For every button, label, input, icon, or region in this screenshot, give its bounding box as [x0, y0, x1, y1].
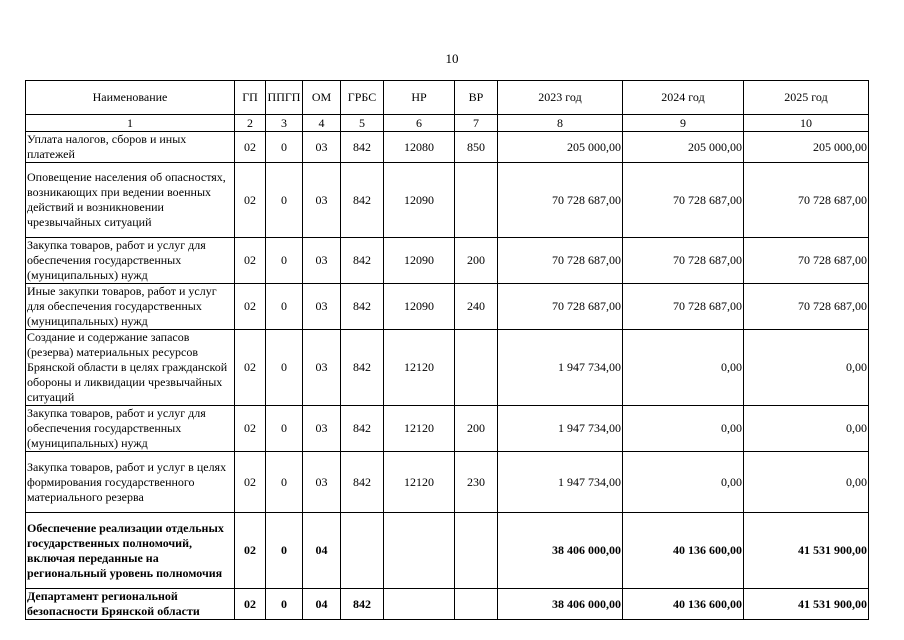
page-number: 10 — [445, 51, 459, 66]
grbs-cell: 842 — [341, 284, 384, 330]
amount-2023-cell: 38 406 000,00 — [498, 589, 623, 620]
amount-2023-cell: 70 728 687,00 — [498, 238, 623, 284]
row-name-cell: Закупка товаров, работ и услуг для обеспечения государственных (муниципальных) нужд — [26, 238, 235, 284]
grbs-cell: 842 — [341, 132, 384, 163]
gp-cell: 02 — [235, 589, 266, 620]
om-cell: 03 — [303, 163, 341, 238]
amount-2024-cell: 70 728 687,00 — [623, 284, 744, 330]
gp-cell: 02 — [235, 284, 266, 330]
om-cell: 03 — [303, 330, 341, 406]
amount-2025-cell: 41 531 900,00 — [744, 513, 869, 589]
header-cell: НР — [384, 81, 455, 115]
index-cell: 3 — [266, 115, 303, 132]
amount-2023-cell: 38 406 000,00 — [498, 513, 623, 589]
nr-cell: 12090 — [384, 163, 455, 238]
nr-cell: 12090 — [384, 284, 455, 330]
column-index-row — [26, 115, 869, 132]
row-name-cell: Обеспечение реализации отдельных государственных полномочий, включая переданные на региональный уровень полномочия — [26, 513, 235, 589]
amount-2023-cell: 70 728 687,00 — [498, 284, 623, 330]
grbs-cell: 842 — [341, 589, 384, 620]
table-row — [26, 238, 869, 284]
nr-cell: 12120 — [384, 330, 455, 406]
index-cell: 7 — [455, 115, 498, 132]
header-row — [26, 81, 869, 115]
om-cell: 03 — [303, 406, 341, 452]
amount-2024-cell: 0,00 — [623, 330, 744, 406]
amount-2023-cell: 1 947 734,00 — [498, 452, 623, 513]
row-name-cell: Закупка товаров, работ и услуг для обеспечения государственных (муниципальных) нужд — [26, 406, 235, 452]
ppgp-cell: 0 — [266, 163, 303, 238]
index-cell: 4 — [303, 115, 341, 132]
amount-2023-cell: 1 947 734,00 — [498, 330, 623, 406]
header-cell: 2024 год — [623, 81, 744, 115]
nr-cell — [384, 589, 455, 620]
header-cell: ППГП — [266, 81, 303, 115]
ppgp-cell: 0 — [266, 238, 303, 284]
header-cell: 2023 год — [498, 81, 623, 115]
vr-cell: 240 — [455, 284, 498, 330]
index-cell: 8 — [498, 115, 623, 132]
amount-2024-cell: 0,00 — [623, 406, 744, 452]
nr-cell: 12120 — [384, 406, 455, 452]
amount-2023-cell: 1 947 734,00 — [498, 406, 623, 452]
grbs-cell: 842 — [341, 406, 384, 452]
nr-cell — [384, 513, 455, 589]
index-cell: 1 — [26, 115, 235, 132]
row-name-cell: Создание и содержание запасов (резерва) материальных ресурсов Брянской области в целях гражданской обороны и ликвидации чрезвычайных ситуаций — [26, 330, 235, 406]
gp-cell: 02 — [235, 132, 266, 163]
budget-table — [25, 80, 869, 620]
amount-2025-cell: 70 728 687,00 — [744, 284, 869, 330]
nr-cell: 12080 — [384, 132, 455, 163]
row-name-cell: Оповещение населения об опасностях, возникающих при ведении военных действий и возникновении чрезвычайных ситуаций — [26, 163, 235, 238]
grbs-cell: 842 — [341, 238, 384, 284]
gp-cell: 02 — [235, 330, 266, 406]
row-name-cell: Департамент региональной безопасности Брянской области — [26, 589, 235, 620]
amount-2024-cell: 40 136 600,00 — [623, 589, 744, 620]
vr-cell: 230 — [455, 452, 498, 513]
table-row — [26, 132, 869, 163]
vr-cell — [455, 163, 498, 238]
gp-cell: 02 — [235, 406, 266, 452]
amount-2025-cell: 0,00 — [744, 452, 869, 513]
nr-cell: 12090 — [384, 238, 455, 284]
amount-2023-cell: 205 000,00 — [498, 132, 623, 163]
gp-cell: 02 — [235, 513, 266, 589]
amount-2023-cell: 70 728 687,00 — [498, 163, 623, 238]
header-cell: ВР — [455, 81, 498, 115]
amount-2024-cell: 0,00 — [623, 452, 744, 513]
header-cell: Наименование — [26, 81, 235, 115]
row-name-cell: Уплата налогов, сборов и иных платежей — [26, 132, 235, 163]
index-cell: 9 — [623, 115, 744, 132]
amount-2024-cell: 205 000,00 — [623, 132, 744, 163]
ppgp-cell: 0 — [266, 330, 303, 406]
ppgp-cell: 0 — [266, 406, 303, 452]
header-cell: ГРБС — [341, 81, 384, 115]
index-cell: 10 — [744, 115, 869, 132]
om-cell: 04 — [303, 513, 341, 589]
vr-cell: 850 — [455, 132, 498, 163]
vr-cell — [455, 589, 498, 620]
amount-2024-cell: 70 728 687,00 — [623, 238, 744, 284]
grbs-cell: 842 — [341, 163, 384, 238]
ppgp-cell: 0 — [266, 132, 303, 163]
header-cell: ОМ — [303, 81, 341, 115]
gp-cell: 02 — [235, 238, 266, 284]
vr-cell — [455, 330, 498, 406]
ppgp-cell: 0 — [266, 284, 303, 330]
amount-2024-cell: 70 728 687,00 — [623, 163, 744, 238]
grbs-cell — [341, 513, 384, 589]
row-name-cell: Закупка товаров, работ и услуг в целях формирования государственного материального резерва — [26, 452, 235, 513]
om-cell: 03 — [303, 284, 341, 330]
amount-2025-cell: 41 531 900,00 — [744, 589, 869, 620]
row-name-cell: Иные закупки товаров, работ и услуг для обеспечения государственных (муниципальных) нужд — [26, 284, 235, 330]
amount-2025-cell: 70 728 687,00 — [744, 238, 869, 284]
grbs-cell: 842 — [341, 452, 384, 513]
grbs-cell: 842 — [341, 330, 384, 406]
amount-2025-cell: 70 728 687,00 — [744, 163, 869, 238]
amount-2024-cell: 40 136 600,00 — [623, 513, 744, 589]
om-cell: 04 — [303, 589, 341, 620]
gp-cell: 02 — [235, 163, 266, 238]
table-row — [26, 163, 869, 238]
index-cell: 6 — [384, 115, 455, 132]
om-cell: 03 — [303, 132, 341, 163]
table-row — [26, 452, 869, 513]
table-row — [26, 589, 869, 620]
index-cell: 5 — [341, 115, 384, 132]
om-cell: 03 — [303, 452, 341, 513]
amount-2025-cell: 205 000,00 — [744, 132, 869, 163]
table-row — [26, 330, 869, 406]
table-body — [26, 132, 869, 620]
table-row — [26, 406, 869, 452]
header-cell: ГП — [235, 81, 266, 115]
ppgp-cell: 0 — [266, 513, 303, 589]
ppgp-cell: 0 — [266, 589, 303, 620]
amount-2025-cell: 0,00 — [744, 406, 869, 452]
vr-cell — [455, 513, 498, 589]
om-cell: 03 — [303, 238, 341, 284]
index-cell: 2 — [235, 115, 266, 132]
nr-cell: 12120 — [384, 452, 455, 513]
header-cell: 2025 год — [744, 81, 869, 115]
table-row — [26, 284, 869, 330]
ppgp-cell: 0 — [266, 452, 303, 513]
gp-cell: 02 — [235, 452, 266, 513]
amount-2025-cell: 0,00 — [744, 330, 869, 406]
table-row — [26, 513, 869, 589]
vr-cell: 200 — [455, 238, 498, 284]
vr-cell: 200 — [455, 406, 498, 452]
